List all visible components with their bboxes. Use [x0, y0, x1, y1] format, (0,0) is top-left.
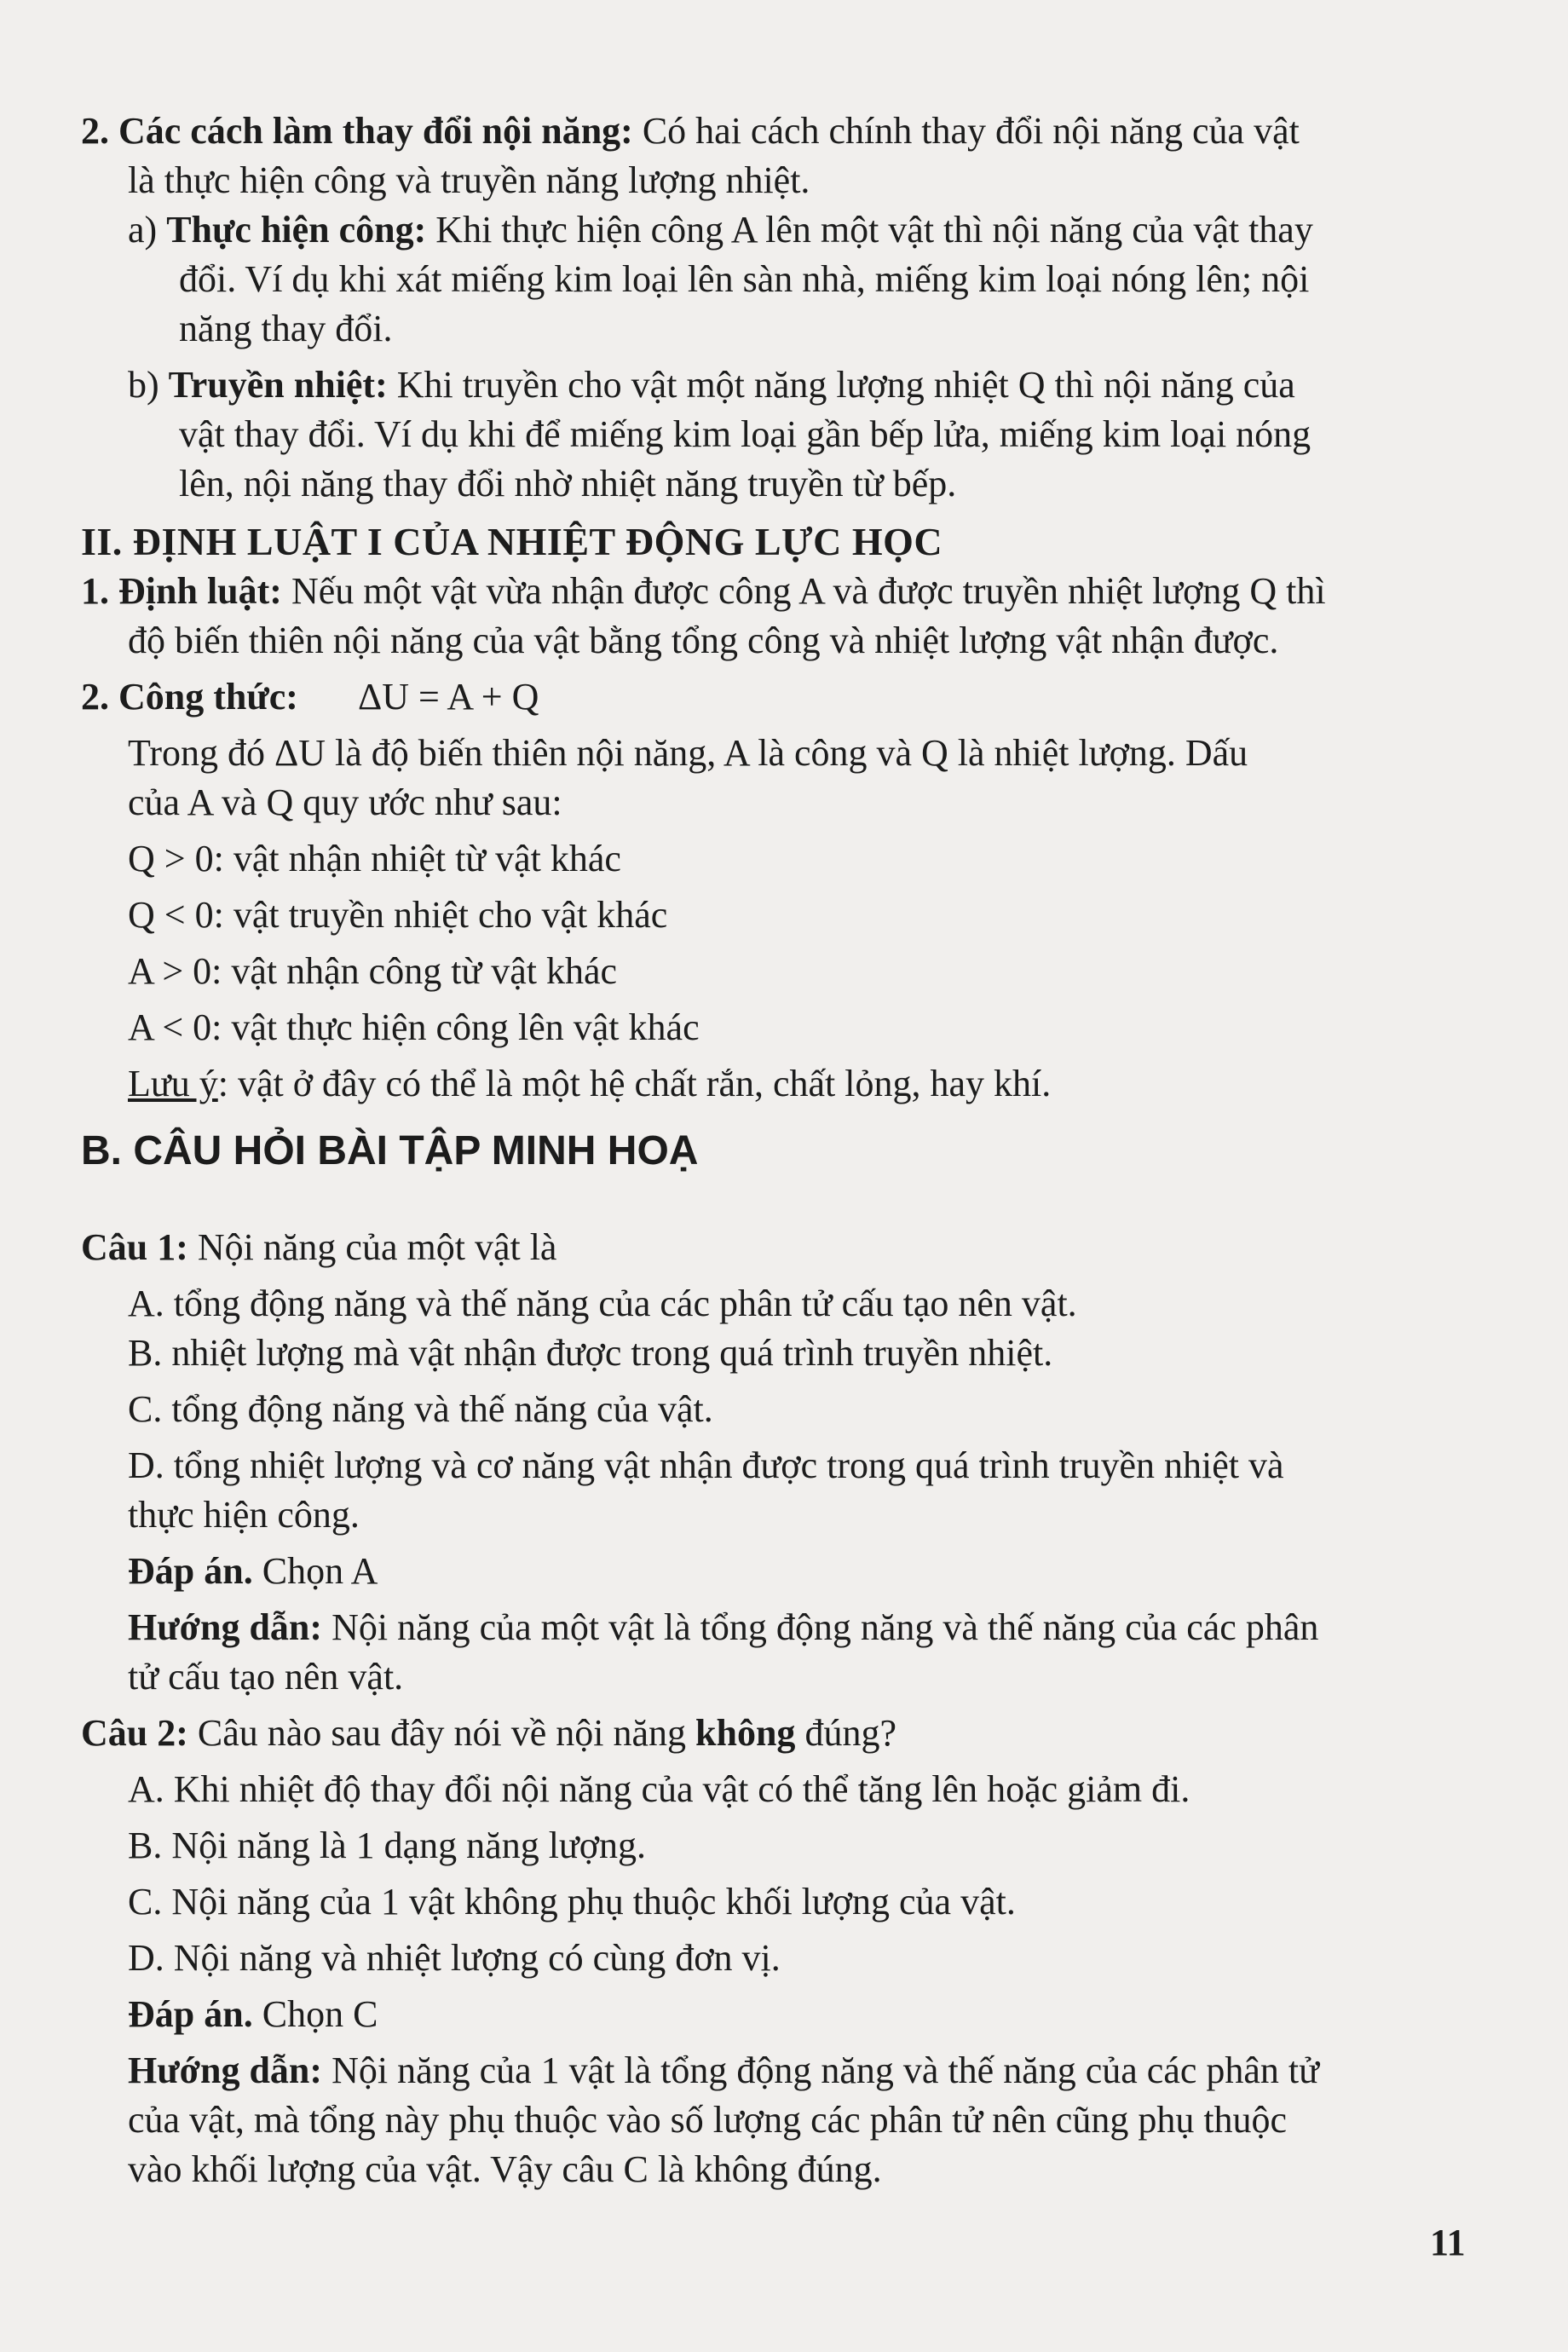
question-text: Nội năng của một vật là — [187, 1226, 557, 1268]
guide-line — [81, 2046, 1487, 2095]
formula-line — [81, 672, 1487, 722]
item-2-line: là thực hiện công và truyền năng lượng nhiệt. — [128, 159, 810, 201]
item-text: Có hai cách chính thay đổi nội năng của vật — [632, 110, 1300, 152]
guide-line: vào khối lượng của vật. Vậy câu C là không đúng. — [128, 2148, 882, 2190]
question-text: Câu nào sau đây nói về nội năng — [187, 1712, 696, 1754]
sub-item-b-line: lên, nội năng thay đổi nhờ nhiệt năng truyền từ bếp. — [179, 463, 957, 504]
sign-rule: A > 0: vật nhận công từ vật khác — [128, 950, 618, 992]
question-emphasis: không — [695, 1712, 796, 1754]
sub-item-text: Khi thực hiện công A lên một vật thì nội năng của vật thay — [426, 209, 1313, 251]
answer-line — [81, 1990, 1487, 2039]
guide-line — [81, 1603, 1487, 1652]
item-number: 2. — [81, 110, 109, 152]
answer-text: Chọn A — [252, 1550, 378, 1592]
sign-rule: Q > 0: vật nhận nhiệt từ vật khác — [128, 838, 621, 879]
note-line — [81, 1059, 1487, 1109]
item-number: 1. — [81, 570, 109, 612]
option-d: thực hiện công. — [128, 1494, 360, 1536]
sub-item-b-line — [81, 360, 1487, 410]
guide-line: của vật, mà tổng này phụ thuộc vào số lượng các phân tử nên cũng phụ thuộc — [128, 2099, 1288, 2141]
item-2-line — [81, 107, 1487, 156]
item-title: Định luật: — [118, 570, 282, 612]
answer-line — [81, 1547, 1487, 1596]
where-line: của A và Q quy ước như sau: — [128, 781, 562, 823]
question-2 — [81, 1709, 1487, 1758]
item-text: Nếu một vật vừa nhận được công A và được truyền nhiệt lượng Q thì — [281, 570, 1326, 612]
sub-item-text: Khi truyền cho vật một năng lượng nhiệt Q thì nội năng của — [387, 364, 1295, 406]
question-1 — [81, 1223, 1487, 1272]
option-d: D. Nội năng và nhiệt lượng có cùng đơn vị. — [128, 1937, 781, 1979]
law-line — [81, 567, 1487, 616]
option-b: B. Nội năng là 1 dạng năng lượng. — [128, 1825, 647, 1866]
sub-item-title: Thực hiện công: — [166, 209, 427, 251]
option-a: A. Khi nhiệt độ thay đổi nội năng của vật có thể tăng lên hoặc giảm đi. — [128, 1768, 1190, 1810]
item-number: 2. — [81, 676, 109, 718]
question-label: Câu 2: — [81, 1712, 188, 1754]
guide-label: Hướng dẫn: — [128, 2049, 323, 2091]
question-label: Câu 1: — [81, 1226, 188, 1268]
sub-item-a-line: năng thay đổi. — [179, 308, 393, 349]
question-text: đúng? — [795, 1712, 896, 1754]
sign-rule: Q < 0: vật truyền nhiệt cho vật khác — [128, 894, 668, 936]
section-b-heading: B. CÂU HỎI BÀI TẬP MINH HOẠ — [81, 1128, 699, 1173]
guide-text: Nội năng của 1 vật là tổng động năng và thế năng của các phân tử — [322, 2049, 1319, 2091]
option-b: B. nhiệt lượng mà vật nhận được trong quá trình truyền nhiệt. — [128, 1332, 1053, 1374]
option-d: D. tổng nhiệt lượng và cơ năng vật nhận được trong quá trình truyền nhiệt và — [128, 1444, 1284, 1486]
section-ii-heading: II. ĐỊNH LUẬT I CỦA NHIỆT ĐỘNG LỰC HỌC — [81, 520, 943, 563]
guide-label: Hướng dẫn: — [128, 1606, 323, 1648]
sub-item-label: b) — [128, 364, 169, 406]
sub-item-a-line — [81, 205, 1487, 255]
sub-item-a-line: đổi. Ví dụ khi xát miếng kim loại lên sàn nhà, miếng kim loại nóng lên; nội — [179, 258, 1310, 300]
page-number: 11 — [1430, 2222, 1466, 2263]
note-text: : vật ở đây có thể là một hệ chất rắn, chất lỏng, hay khí. — [217, 1063, 1052, 1104]
option-c: C. Nội năng của 1 vật không phụ thuộc khối lượng của vật. — [128, 1881, 1016, 1923]
answer-text: Chọn C — [252, 1993, 378, 2035]
where-line: Trong đó ΔU là độ biến thiên nội năng, A là công và Q là nhiệt lượng. Dấu — [128, 732, 1248, 774]
item-title: Công thức: — [118, 676, 298, 718]
answer-label: Đáp án. — [128, 1993, 253, 2035]
guide-text: Nội năng của một vật là tổng động năng và thế năng của các phân — [322, 1606, 1319, 1648]
sign-rule: A < 0: vật thực hiện công lên vật khác — [128, 1006, 700, 1048]
answer-label: Đáp án. — [128, 1550, 253, 1592]
note-label: Lưu ý — [128, 1063, 218, 1104]
item-title: Các cách làm thay đổi nội năng: — [118, 110, 633, 152]
law-line: độ biến thiên nội năng của vật bằng tổng công và nhiệt lượng vật nhận được. — [128, 620, 1279, 661]
option-c: C. tổng động năng và thế năng của vật. — [128, 1388, 713, 1430]
sub-item-title: Truyền nhiệt: — [168, 364, 388, 406]
sub-item-label: a) — [128, 209, 167, 251]
formula: ΔU = A + Q — [357, 676, 539, 718]
option-a: A. tổng động năng và thế năng của các phân tử cấu tạo nên vật. — [128, 1283, 1077, 1324]
sub-item-b-line: vật thay đổi. Ví dụ khi để miếng kim loại gần bếp lửa, miếng kim loại nóng — [179, 413, 1311, 455]
guide-line: tử cấu tạo nên vật. — [128, 1656, 404, 1698]
